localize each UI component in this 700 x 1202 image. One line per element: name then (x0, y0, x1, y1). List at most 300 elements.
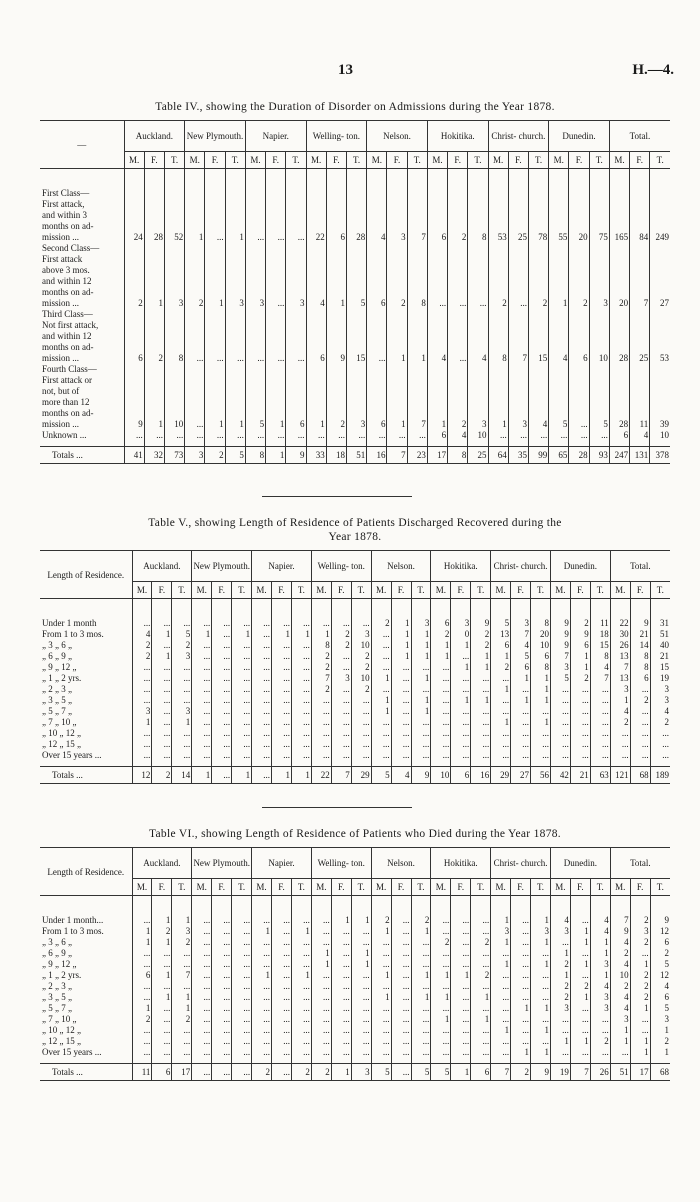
total-cell: 21 (570, 767, 590, 784)
cell: ... (212, 980, 232, 991)
total-cell: 17 (427, 447, 447, 464)
subcolumn-header: M. (371, 582, 391, 599)
total-cell: 131 (630, 447, 650, 464)
cell: ... (291, 1035, 311, 1046)
cell: 1 (431, 650, 451, 661)
cell: ... (132, 947, 152, 958)
cell: ... (431, 980, 451, 991)
cell: 5 (589, 418, 609, 429)
total-cell: 5 (431, 1064, 451, 1081)
cell: ... (132, 617, 152, 628)
cell: 12 (650, 925, 670, 936)
cell: 3 (286, 297, 306, 308)
cell: 4 (590, 661, 610, 672)
cell: 1 (291, 628, 311, 639)
cell: ... (172, 683, 192, 694)
cell: ... (192, 980, 212, 991)
cell: ... (212, 991, 232, 1002)
cell: ... (132, 1035, 152, 1046)
cell: ... (471, 958, 491, 969)
cell: ... (252, 1024, 272, 1035)
subcolumn-header: M. (185, 152, 205, 169)
total-cell: 2 (311, 1064, 331, 1081)
cell: ... (630, 716, 650, 727)
cell: 1 (650, 1024, 670, 1035)
cell: ... (508, 297, 528, 308)
total-cell: 8 (448, 447, 468, 464)
cell: ... (391, 991, 411, 1002)
table-row (40, 661, 670, 672)
cell: 2 (132, 639, 152, 650)
cell: ... (192, 694, 212, 705)
totals-row (40, 1064, 670, 1081)
cell: 1 (272, 628, 292, 639)
cell: 1 (570, 936, 590, 947)
table-row (40, 749, 670, 760)
cell: 1 (511, 694, 531, 705)
subcolumn-header: T. (172, 582, 192, 599)
cell: ... (272, 958, 292, 969)
cell: 1 (531, 1002, 551, 1013)
total-cell: 2 (291, 1064, 311, 1081)
cell: 0 (451, 628, 471, 639)
cell: 2 (610, 980, 630, 991)
total-cell: 64 (488, 447, 508, 464)
cell: ... (491, 1002, 511, 1013)
total-cell: 1 (331, 1064, 351, 1081)
subcolumn-header: T. (286, 152, 306, 169)
cell: ... (448, 297, 468, 308)
cell: ... (371, 1046, 391, 1057)
cell: ... (351, 1002, 371, 1013)
cell: 21 (650, 650, 670, 661)
total-cell: 12 (132, 767, 152, 784)
cell: 3 (172, 650, 192, 661)
group-header: Dunedin. (550, 551, 610, 582)
cell: ... (471, 1035, 491, 1046)
cell: 7 (407, 231, 427, 242)
subcolumn-header: F. (508, 152, 528, 169)
cell: ... (212, 639, 232, 650)
table-row (40, 363, 670, 374)
subcolumn-header: M. (488, 152, 508, 169)
group-header: Welling- ton. (311, 848, 371, 879)
cell: ... (192, 991, 212, 1002)
cell: ... (451, 1046, 471, 1057)
cell: ... (172, 672, 192, 683)
cell: 1 (311, 947, 331, 958)
cell: 10 (650, 429, 670, 440)
cell: ... (471, 914, 491, 925)
cell: ... (391, 958, 411, 969)
cell: ... (391, 914, 411, 925)
cell: ... (391, 705, 411, 716)
cell: ... (331, 1013, 351, 1024)
cell: ... (192, 936, 212, 947)
cell: 9 (650, 914, 670, 925)
cell: ... (252, 1046, 272, 1057)
group-header: Total. (610, 551, 670, 582)
cell: 1 (252, 925, 272, 936)
cell: 1 (488, 418, 508, 429)
cell: ... (152, 617, 172, 628)
table-row (40, 308, 670, 319)
group-header: Auckland. (132, 848, 192, 879)
cell: ... (331, 727, 351, 738)
cell: 2 (172, 639, 192, 650)
cell: 1 (511, 1002, 531, 1013)
cell: 1 (306, 418, 326, 429)
cell: ... (272, 936, 292, 947)
cell: ... (590, 705, 610, 716)
cell: 6 (630, 672, 650, 683)
cell: ... (232, 639, 252, 650)
cell: ... (164, 429, 184, 440)
cell: ... (192, 1002, 212, 1013)
cell: ... (550, 716, 570, 727)
row-label: months on ad- (42, 342, 94, 352)
cell: ... (232, 958, 252, 969)
cell: ... (550, 749, 570, 760)
subcolumn-header: T. (351, 879, 371, 896)
cell: 2 (610, 947, 630, 958)
cell: 9 (471, 617, 491, 628)
cell: 1 (471, 661, 491, 672)
cell: 2 (528, 297, 548, 308)
cell: 3 (346, 418, 366, 429)
cell: 52 (164, 231, 184, 242)
cell: ... (212, 1002, 232, 1013)
table-row (40, 1046, 670, 1057)
subcolumn-header: T. (411, 582, 431, 599)
cell: ... (291, 1013, 311, 1024)
cell: ... (252, 716, 272, 727)
cell: 1 (471, 991, 491, 1002)
cell: 2 (132, 1013, 152, 1024)
cell: 10 (351, 672, 371, 683)
cell: 4 (511, 639, 531, 650)
cell: ... (371, 1024, 391, 1035)
cell: ... (511, 1013, 531, 1024)
cell: ... (311, 694, 331, 705)
cell: 55 (549, 231, 569, 242)
cell: 5 (550, 672, 570, 683)
cell: ... (411, 738, 431, 749)
cell: 1 (152, 650, 172, 661)
cell: 3 (550, 1002, 570, 1013)
row-label: above 3 mos. (42, 265, 90, 275)
cell: 2 (488, 297, 508, 308)
table-row (40, 209, 670, 220)
cell: ... (491, 749, 511, 760)
cell: ... (391, 749, 411, 760)
cell: ... (531, 947, 551, 958)
cell: ... (152, 1024, 172, 1035)
cell: ... (331, 705, 351, 716)
cell: 5 (650, 958, 670, 969)
cell: ... (252, 958, 272, 969)
cell: 15 (346, 352, 366, 363)
cell: ... (351, 969, 371, 980)
cell: 6 (427, 231, 447, 242)
row-label: „ 1 „ 2 yrs. (42, 970, 82, 980)
table5-caption (40, 516, 670, 544)
cell: 2 (371, 617, 391, 628)
cell: ... (232, 672, 252, 683)
cell: ... (272, 639, 292, 650)
cell: ... (590, 1013, 610, 1024)
row-label: months on ad- (42, 221, 94, 231)
cell: 53 (488, 231, 508, 242)
cell: 1 (610, 694, 630, 705)
cell: ... (311, 936, 331, 947)
cell: ... (371, 683, 391, 694)
table-row (40, 352, 670, 363)
cell: 27 (650, 297, 670, 308)
cell: ... (570, 1013, 590, 1024)
cell: ... (351, 1013, 371, 1024)
cell: 4 (590, 980, 610, 991)
cell: 51 (650, 628, 670, 639)
cell: 4 (650, 980, 670, 991)
cell: ... (272, 716, 292, 727)
subcolumn-header: F. (331, 879, 351, 896)
cell: ... (252, 683, 272, 694)
subcolumn-header: M. (550, 879, 570, 896)
cell: ... (391, 1013, 411, 1024)
row-label: Under 1 month (42, 618, 97, 628)
total-cell: 56 (531, 767, 551, 784)
table-row (40, 727, 670, 738)
row-label: Over 15 years ... (42, 1047, 102, 1057)
cell: ... (391, 947, 411, 958)
cell: 6 (650, 936, 670, 947)
row-label: Third Class— (42, 309, 93, 319)
cell: ... (144, 429, 164, 440)
cell: ... (232, 661, 252, 672)
subcolumn-header: M. (367, 152, 387, 169)
cell: ... (391, 980, 411, 991)
cell: ... (511, 991, 531, 1002)
total-cell: 16 (471, 767, 491, 784)
subcolumn-header: F. (326, 152, 346, 169)
total-cell: 5 (371, 767, 391, 784)
cell: 1 (610, 1024, 630, 1035)
cell: 2 (331, 639, 351, 650)
subcolumn-header: M. (431, 582, 451, 599)
cell: ... (630, 749, 650, 760)
cell: 2 (311, 650, 331, 661)
cell: 6 (491, 639, 511, 650)
cell: ... (252, 639, 272, 650)
cell: ... (132, 980, 152, 991)
cell: 9 (124, 418, 144, 429)
row-label: „ 10 „ 12 „ (42, 1025, 81, 1035)
total-cell: 5 (411, 1064, 431, 1081)
cell: 1 (391, 617, 411, 628)
subcolumn-header: M. (192, 879, 212, 896)
cell: ... (291, 991, 311, 1002)
cell: ... (570, 705, 590, 716)
cell: ... (491, 738, 511, 749)
cell: ... (192, 639, 212, 650)
cell: ... (232, 1035, 252, 1046)
cell: ... (411, 1035, 431, 1046)
cell: 2 (311, 683, 331, 694)
total-cell: 2 (252, 1064, 272, 1081)
cell: 1 (570, 925, 590, 936)
cell: 1 (570, 958, 590, 969)
cell: 2 (491, 661, 511, 672)
cell: 3 (590, 1002, 610, 1013)
subcolumn-header: F. (570, 879, 590, 896)
cell: 3 (650, 1013, 670, 1024)
cell: 15 (528, 352, 548, 363)
cell: ... (451, 749, 471, 760)
cell: ... (172, 980, 192, 991)
cell: 1 (172, 991, 192, 1002)
cell: ... (351, 925, 371, 936)
cell: 1 (590, 947, 610, 958)
cell: ... (291, 650, 311, 661)
cell: ... (291, 947, 311, 958)
cell: 2 (570, 617, 590, 628)
cell: ... (252, 661, 272, 672)
cell: ... (511, 749, 531, 760)
cell: 75 (589, 231, 609, 242)
cell: 2 (650, 716, 670, 727)
cell: 8 (407, 297, 427, 308)
cell: ... (431, 749, 451, 760)
subcolumn-header: F. (569, 152, 589, 169)
cell: 6 (531, 650, 551, 661)
totals-row (40, 447, 670, 464)
cell: ... (212, 683, 232, 694)
cell: 13 (610, 650, 630, 661)
totals-label: Totals ... (40, 1064, 132, 1081)
cell: ... (367, 429, 387, 440)
page-number: 13 (338, 62, 353, 78)
group-header: Christ- church. (488, 121, 549, 152)
row-label: Over 15 years ... (42, 750, 102, 760)
subcolumn-header: M. (132, 879, 152, 896)
cell: ... (471, 727, 491, 738)
cell: ... (511, 727, 531, 738)
subcolumn-header: M. (491, 879, 511, 896)
cell: ... (291, 1002, 311, 1013)
cell: ... (272, 617, 292, 628)
cell: ... (511, 969, 531, 980)
cell: 1 (531, 936, 551, 947)
cell: 2 (351, 683, 371, 694)
subcolumn-header: F. (205, 152, 225, 169)
cell: ... (291, 727, 311, 738)
cell: 1 (650, 1046, 670, 1057)
cell: ... (351, 738, 371, 749)
cell: ... (326, 429, 346, 440)
cell: ... (471, 1024, 491, 1035)
cell: ... (511, 1024, 531, 1035)
subcolumn-header: F. (451, 582, 471, 599)
cell: 2 (471, 628, 491, 639)
cell: ... (272, 661, 292, 672)
cell: ... (570, 914, 590, 925)
total-cell: 65 (549, 447, 569, 464)
cell: ... (192, 738, 212, 749)
totals-row (40, 767, 670, 784)
cell: ... (411, 980, 431, 991)
row-label: „ 3 „ 5 „ (42, 695, 72, 705)
cell: ... (431, 1035, 451, 1046)
cell: ... (491, 705, 511, 716)
cell: ... (331, 661, 351, 672)
cell: ... (152, 1013, 172, 1024)
cell: ... (468, 297, 488, 308)
cell: ... (232, 1024, 252, 1035)
total-cell: 121 (610, 767, 630, 784)
row-label: „ 2 „ 3 „ (42, 684, 72, 694)
cell: 7 (590, 672, 610, 683)
table-row (40, 264, 670, 275)
cell: ... (212, 936, 232, 947)
cell: 1 (371, 925, 391, 936)
row-label: „ 6 „ 9 „ (42, 651, 72, 661)
group-header: Hokitika. (431, 551, 491, 582)
group-header: Total. (609, 121, 670, 152)
cell: ... (311, 617, 331, 628)
subcolumn-header: M. (427, 152, 447, 169)
table-row (40, 958, 670, 969)
subcolumn-header: F. (448, 152, 468, 169)
cell: ... (371, 639, 391, 650)
cell: ... (511, 936, 531, 947)
total-cell: 9 (286, 447, 306, 464)
subcolumn-header: T. (291, 879, 311, 896)
cell: 1 (511, 672, 531, 683)
cell: 1 (431, 991, 451, 1002)
cell: 1 (550, 947, 570, 958)
cell: ... (311, 980, 331, 991)
cell: ... (311, 749, 331, 760)
cell: ... (331, 1002, 351, 1013)
total-cell: 27 (511, 767, 531, 784)
total-cell: ... (212, 767, 232, 784)
cell: 6 (650, 991, 670, 1002)
cell: ... (431, 672, 451, 683)
cell: ... (232, 1046, 252, 1057)
cell: 1 (351, 947, 371, 958)
subcolumn-header: F. (391, 879, 411, 896)
cell: ... (569, 429, 589, 440)
cell: 1 (411, 628, 431, 639)
cell: ... (252, 650, 272, 661)
cell: ... (212, 1013, 232, 1024)
cell: 4 (610, 1002, 630, 1013)
cell: 1 (549, 297, 569, 308)
table-row (40, 231, 670, 242)
total-cell: 99 (528, 447, 548, 464)
cell: 1 (491, 1024, 511, 1035)
cell: ... (550, 694, 570, 705)
cell: ... (185, 352, 205, 363)
cell: ... (351, 694, 371, 705)
cell: 1 (411, 694, 431, 705)
cell: 8 (164, 352, 184, 363)
cell: ... (185, 429, 205, 440)
cell: ... (351, 1024, 371, 1035)
cell: 84 (630, 231, 650, 242)
cell: 2 (550, 991, 570, 1002)
